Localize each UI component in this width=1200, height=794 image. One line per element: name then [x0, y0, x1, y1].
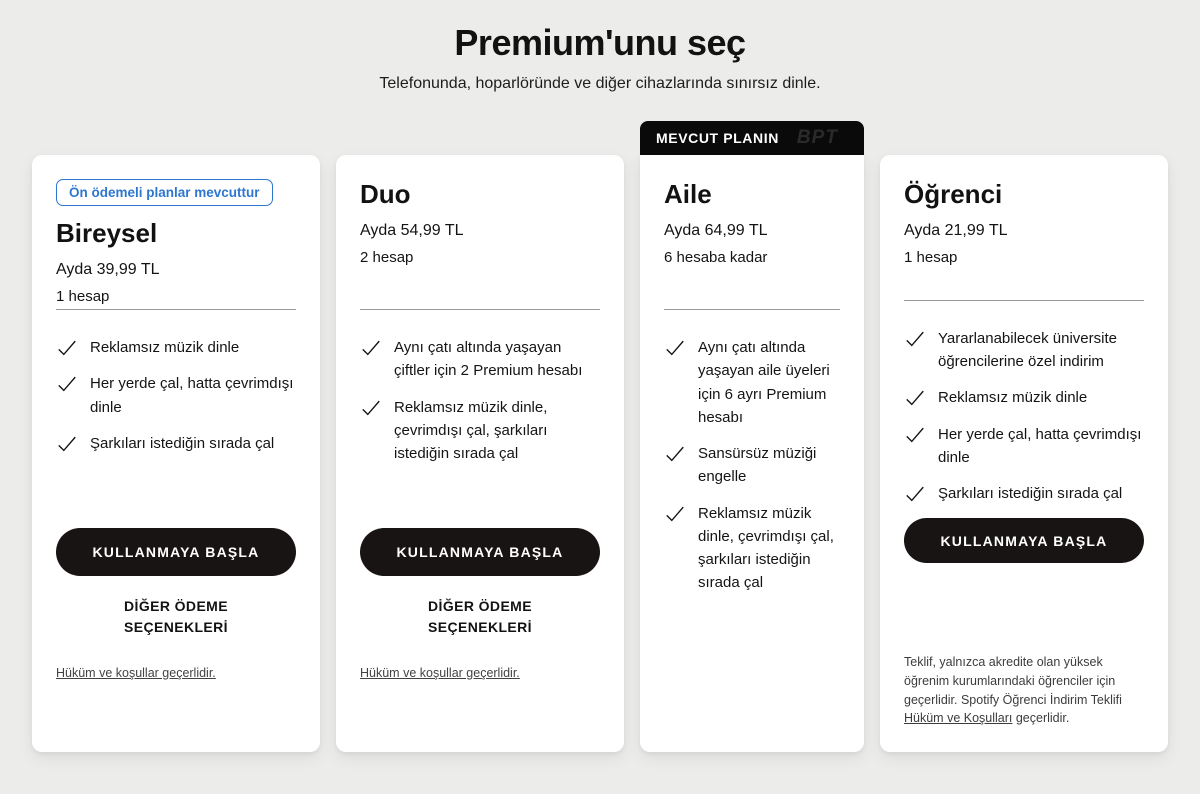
fine-print-text: geçerlidir. [1012, 711, 1070, 726]
plan-column-duo [336, 155, 624, 752]
current-plan-badge-label: MEVCUT PLANIN [656, 130, 779, 146]
check-icon [56, 432, 90, 455]
terms-link[interactable]: Hüküm ve koşullar geçerlidir. [360, 666, 520, 680]
plan-price: Ayda 64,99 TL [664, 222, 768, 239]
divider [904, 300, 1144, 301]
feature-item [904, 327, 1144, 374]
feature-text: Yararlanabilecek üniversite öğrencilerine özel indirim [938, 329, 1117, 371]
plan-cards [0, 127, 1200, 752]
page-header [0, 0, 1200, 93]
plan-price: Ayda 39,99 TL [56, 261, 160, 278]
plan-name: Öğrenci [904, 179, 1003, 209]
plan-accounts: 1 hesap [56, 288, 110, 305]
plan-head [904, 179, 1144, 300]
plan-card-ogrenci [880, 155, 1168, 752]
feature-item [664, 502, 840, 595]
plan-name: Bireysel [56, 218, 158, 248]
plan-head [56, 179, 296, 309]
check-icon [664, 502, 698, 525]
feature-item [360, 396, 600, 466]
check-icon [664, 442, 698, 465]
feature-list [56, 336, 296, 528]
feature-text: Her yerde çal, hatta çevrimdışı dinle [90, 375, 294, 416]
feature-text: Her yerde çal, hatta çevrimdışı dinle [938, 425, 1142, 466]
feature-text: Sansürsüz müziği engelle [698, 445, 817, 486]
plan-column-bireysel [32, 155, 320, 752]
plan-accounts: 2 hesap [360, 249, 414, 266]
check-icon [904, 482, 938, 505]
plan-card-aile [640, 155, 864, 752]
plan-name: Duo [360, 179, 411, 209]
feature-item [664, 336, 840, 429]
plan-column-aile [640, 127, 864, 752]
feature-text: Reklamsız müzik dinle [938, 389, 1088, 407]
other-payment-options-link[interactable]: DİĞER ÖDEME SEÇENEKLERİ [428, 598, 532, 635]
divider [664, 309, 840, 310]
feature-item [904, 423, 1144, 470]
plan-head [360, 179, 600, 309]
get-started-button[interactable]: KULLANMAYA BAŞLA [360, 528, 600, 576]
page-subtitle: Telefonunda, hoparlöründe ve diğer cihazlarında sınırsız dinle. [379, 75, 821, 92]
feature-text: Reklamsız müzik dinle, çevrimdışı çal, şarkıları istediğin sırada çal [394, 398, 548, 462]
check-icon [56, 336, 90, 359]
student-terms-link[interactable]: Hüküm ve Koşulları [904, 711, 1013, 726]
feature-item [56, 336, 296, 359]
other-payment-options-link[interactable]: DİĞER ÖDEME SEÇENEKLERİ [124, 598, 228, 635]
check-icon [360, 396, 394, 419]
check-icon [360, 336, 394, 359]
feature-item [56, 432, 296, 455]
feature-text: Reklamsız müzik dinle [90, 339, 240, 356]
check-icon [904, 423, 938, 446]
check-icon [904, 386, 938, 409]
plan-card-duo [336, 155, 624, 752]
plan-price: Ayda 54,99 TL [360, 222, 464, 239]
feature-item [360, 336, 600, 383]
plan-head [664, 179, 840, 309]
feature-list [360, 336, 600, 528]
plan-accounts: 6 hesaba kadar [664, 249, 768, 266]
get-started-button[interactable]: KULLANMAYA BAŞLA [904, 518, 1144, 563]
check-icon [904, 327, 938, 350]
feature-text: Aynı çatı altında yaşayan çiftler için 2 Premium hesabı [394, 339, 583, 380]
feature-item [904, 386, 1144, 409]
plan-card-bireysel [32, 155, 320, 752]
feature-item [904, 482, 1144, 505]
get-started-button[interactable]: KULLANMAYA BAŞLA [56, 528, 296, 576]
plan-name: Aile [664, 179, 712, 209]
feature-list [664, 336, 840, 592]
prepaid-plans-badge: Ön ödemeli planlar mevcuttur [56, 179, 273, 206]
divider [56, 309, 296, 310]
feature-text: Aynı çatı altında yaşayan aile üyeleri için 6 ayrı Premium hesabı [698, 339, 830, 426]
plan-column-ogrenci [880, 155, 1168, 752]
plan-accounts: 1 hesap [904, 249, 958, 266]
feature-list [904, 327, 1144, 519]
check-icon [664, 336, 698, 359]
plan-price: Ayda 21,99 TL [904, 222, 1008, 239]
fine-print-text: Teklif, yalnızca akredite olan yüksek öğrenim kurumlarındaki öğrenciler için geçerlidir. Spotify Öğrenci İndirim Teklifi [904, 655, 1122, 707]
student-offer-fine-print [904, 653, 1144, 728]
feature-text: Reklamsız müzik dinle, çevrimdışı çal, şarkıları istediğin sırada çal [698, 504, 834, 592]
check-icon [56, 372, 90, 395]
feature-text: Şarkıları istediğin sırada çal [90, 434, 275, 452]
page-title: Premium'unu seç [454, 22, 746, 63]
feature-item [56, 372, 296, 419]
divider [360, 309, 600, 310]
terms-link[interactable]: Hüküm ve koşullar geçerlidir. [56, 666, 216, 680]
current-plan-badge [640, 121, 864, 155]
feature-item [664, 442, 840, 489]
feature-text: Şarkıları istediğin sırada çal [938, 485, 1123, 503]
watermark-logo: BPT [796, 127, 838, 148]
